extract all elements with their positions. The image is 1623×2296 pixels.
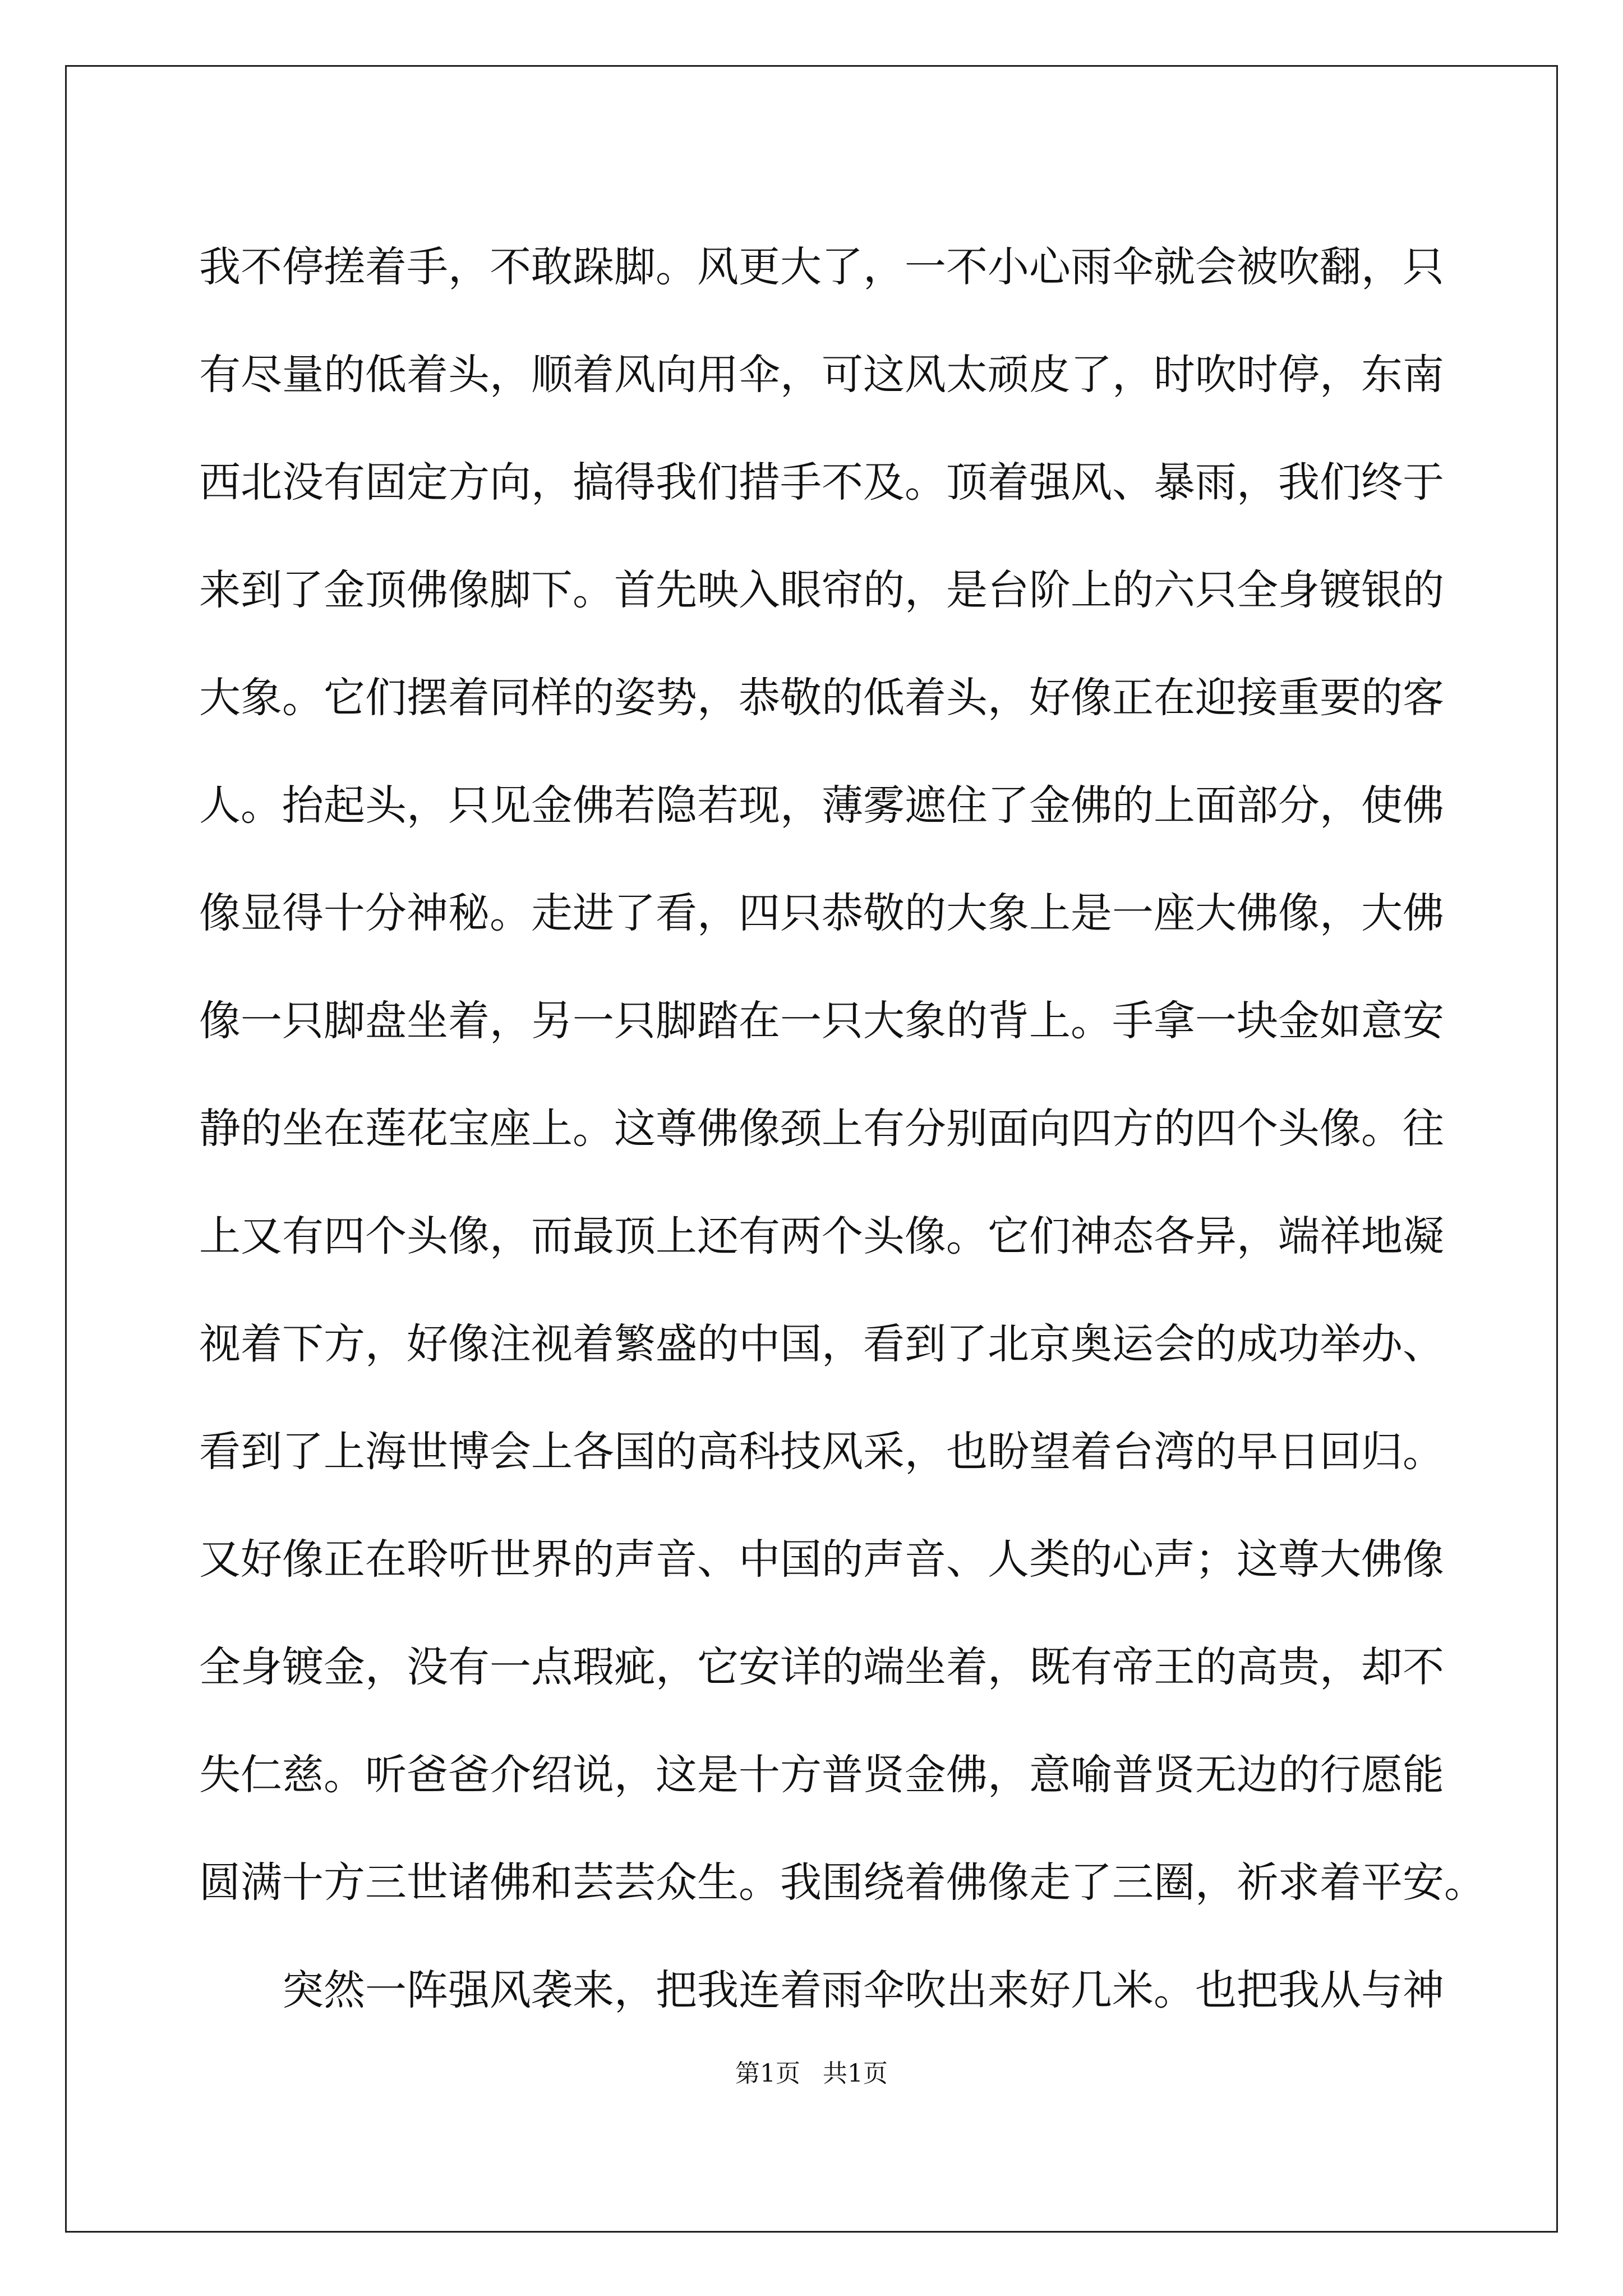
text-line-1: 我不停搓着手，不敢跺脚。风更大了，一不小心雨伞就会被吹翻，只 — [199, 243, 1444, 291]
text-line-2: 有尽量的低着头，顺着风向用伞，可这风太顽皮了，时吹时停，东南 — [199, 351, 1444, 399]
text-line-3: 西北没有固定方向，搞得我们措手不及。顶着强风、暴雨，我们终于 — [199, 458, 1444, 507]
text-line-13: 又好像正在聆听世界的声音、中国的声音、人类的心声；这尊大佛像 — [199, 1535, 1444, 1584]
text-line-7: 像显得十分神秘。走进了看，四只恭敬的大象上是一座大佛像，大佛 — [199, 889, 1444, 937]
page-footer — [0, 2053, 1623, 2089]
text-line-8: 像一只脚盘坐着，另一只脚踏在一只大象的背上。手拿一块金如意安 — [199, 997, 1444, 1045]
text-line-11: 视着下方，好像注视着繁盛的中国，看到了北京奥运会的成功举办、 — [199, 1320, 1444, 1368]
text-line-6: 人。抬起头，只见金佛若隐若现，薄雾遮住了金佛的上面部分，使佛 — [199, 781, 1444, 830]
document-body — [199, 213, 1486, 2044]
page-total: 共1页 — [823, 2059, 888, 2088]
page-number: 第1页 — [735, 2059, 800, 2088]
text-line-14: 全身镀金，没有一点瑕疵，它安详的端坐着，既有帝王的高贵，却不 — [199, 1643, 1444, 1691]
paragraph-2-line-1: 突然一阵强风袭来，把我连着雨伞吹出来好几米。也把我从与神 — [282, 1966, 1444, 2014]
text-line-5: 大象。它们摆着同样的姿势，恭敬的低着头，好像正在迎接重要的客 — [199, 674, 1444, 722]
text-line-10: 上又有四个头像，而最顶上还有两个头像。它们神态各异，端祥地凝 — [199, 1212, 1444, 1260]
text-line-16: 圆满十方三世诸佛和芸芸众生。我围绕着佛像走了三圈，祈求着平安。 — [199, 1858, 1486, 1907]
text-line-4: 来到了金顶佛像脚下。首先映入眼帘的，是台阶上的六只全身镀银的 — [199, 566, 1444, 614]
text-line-15: 失仁慈。听爸爸介绍说，这是十方普贤金佛，意喻普贤无边的行愿能 — [199, 1751, 1444, 1799]
text-line-9: 静的坐在莲花宝座上。这尊佛像颈上有分别面向四方的四个头像。往 — [199, 1105, 1444, 1153]
text-line-12: 看到了上海世博会上各国的高科技风采，也盼望着台湾的早日回归。 — [199, 1428, 1444, 1476]
